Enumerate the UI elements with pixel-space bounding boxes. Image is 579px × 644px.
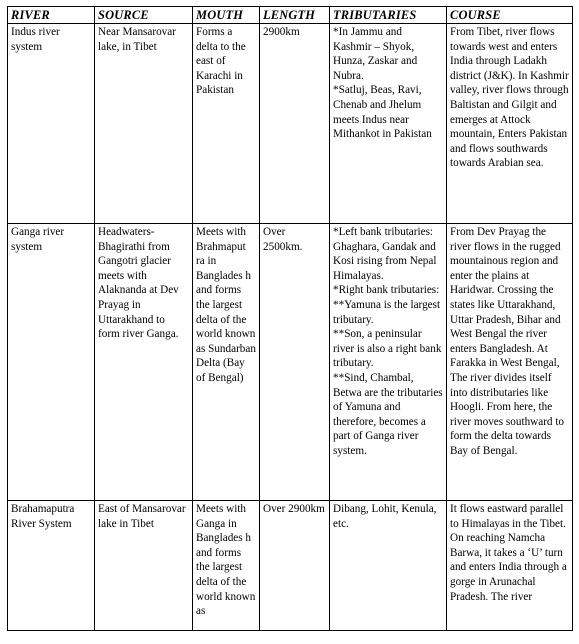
cell-text: East of Mansarovar lake in Tibet	[98, 503, 186, 530]
cell-tributaries	[330, 224, 447, 501]
cell-text: *In Jammu and Kashmir – Shyok, Hunza, Zaskar and Nubra. *Satluj, Beas, Ravi, Chenab and Jhelum meets Indus near Mithankot in Pakistan	[333, 26, 432, 141]
cell-text: It flows eastward parallel to Himalayas in the Tibet. On reaching Namcha Barwa, it takes a ‘U’ turn and enters India through a gorge in Arunachal Pradesh. The river	[450, 503, 567, 603]
cell-text: Dibang, Lohit, Kenula, etc.	[333, 503, 437, 530]
cell-mouth	[193, 501, 260, 631]
cell-text: Forms a delta to the east of Karachi in Pakistan	[196, 26, 246, 97]
cell-river	[8, 24, 95, 224]
header-mouth: MOUTH	[193, 7, 260, 24]
cell-source	[95, 501, 193, 631]
cell-length	[260, 224, 330, 501]
header-river: RIVER	[8, 7, 95, 24]
cell-text: Indus river system	[11, 26, 60, 53]
cell-text: Meets with Brahmaput ra in Banglades h and forms the largest delta of the world known as Sundarban Delta (Bay of Bengal)	[196, 226, 256, 384]
header-course: COURSE	[447, 7, 573, 24]
table-row	[8, 501, 573, 631]
cell-text: Meets with Ganga in Banglades h and forms the largest delta of the world known as	[196, 503, 256, 618]
cell-text: *Left bank tributaries: Ghaghara, Gandak and Kosi rising from Nepal Himalayas. *Right bank tributaries: **Yamuna is the largest tributary. **Son, a peninsular river is also a right bank tributary. **Sind, Chambal, Betwa are the tributaries of Yamuna and therefore, becomes a part of Ganga river system.	[333, 226, 443, 457]
cell-tributaries	[330, 24, 447, 224]
cell-river	[8, 224, 95, 501]
header-row	[8, 7, 573, 24]
header-length: LENGTH	[260, 7, 330, 24]
cell-text: Near Mansarovar lake, in Tibet	[98, 26, 176, 53]
cell-length	[260, 501, 330, 631]
cell-text: Over 2900km	[263, 503, 325, 515]
cell-mouth	[193, 24, 260, 224]
cell-text: 2900km	[263, 26, 300, 38]
rivers-table	[7, 6, 573, 631]
cell-river	[8, 501, 95, 631]
cell-length	[260, 24, 330, 224]
header-tributaries: TRIBUTARIES	[330, 7, 447, 24]
cell-course	[447, 501, 573, 631]
cell-text: Brahamaputra River System	[11, 503, 75, 530]
cell-text: From Dev Prayag the river flows in the rugged mountainous region and enter the plains at Haridwar. Crossing the states like Uttarakhand, Uttar Pradesh, Bihar and West Bengal the river enters Bangladesh. At Farakka in West Bengal, The river divides itself into distributaries like Hoogli. From here, the river moves southward to form the delta towards Bay of Bengal.	[450, 226, 565, 457]
header-source: SOURCE	[95, 7, 193, 24]
table-row	[8, 224, 573, 501]
cell-tributaries	[330, 501, 447, 631]
cell-course	[447, 24, 573, 224]
cell-text: From Tibet, river flows towards west and enters India through Ladakh district (J&K). In Kashmir valley, river flows through Baltistan and Gilgit and emerges at Attock mountain, Enters Pakistan and flows southwards towards Arabian sea.	[450, 26, 569, 170]
cell-source	[95, 224, 193, 501]
cell-text: Headwaters- Bhagirathi from Gangotri glacier meets with Alaknanda at Dev Prayag in Uttarakhand to form river Ganga.	[98, 226, 179, 341]
cell-source	[95, 24, 193, 224]
cell-mouth	[193, 224, 260, 501]
cell-text: Ganga river system	[11, 226, 65, 253]
table-row	[8, 24, 573, 224]
cell-course	[447, 224, 573, 501]
cell-text: Over 2500km.	[263, 226, 303, 253]
